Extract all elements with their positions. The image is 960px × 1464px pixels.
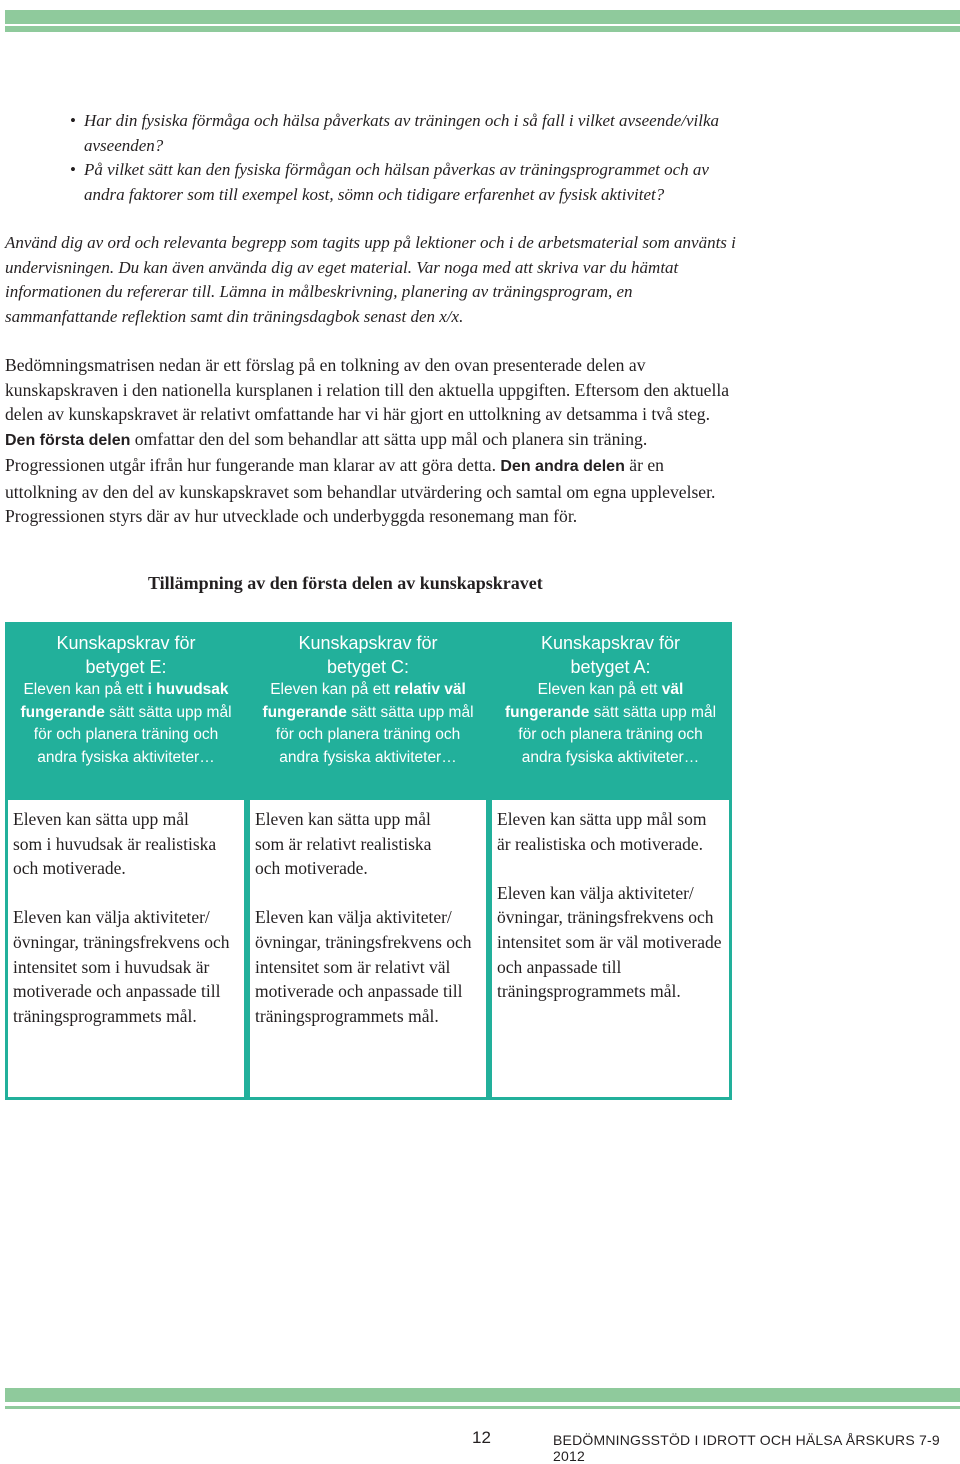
criterion-activities: Eleven kan välja aktiviteter/ övningar, träningsfrekvens och intensitet som är väl motiverade och anpassade till träningsprogrammets mål.	[497, 882, 722, 1002]
grade-description: Eleven kan på ett i huvudsak fungerande sätt sätta upp mål för och planera träning och andra fysiska aktiviteter…	[20, 681, 232, 766]
grade-c-criteria	[250, 800, 486, 1097]
grade-e-criteria	[8, 800, 244, 1097]
criterion-activities: Eleven kan välja aktiviteter/ övningar, träningsfrekvens och intensitet som är relativt väl motiverade och anpassade till träningsprogrammets mål.	[255, 907, 472, 1026]
page-number: 12	[472, 1428, 491, 1447]
assessment-text: är en uttolkning av den del av kunskapskravet som behandlar utvärdering och samtal om egna upplevelser. Progressionen styrs där av hur utvecklade och underbyggda resonemang man för.	[5, 455, 716, 526]
grade-e-header	[8, 625, 244, 795]
header-decorative-band	[5, 10, 960, 24]
instructions-paragraph: Använd dig av ord och relevanta begrepp som tagits upp på lektioner och i de arbetsmaterial som använts i undervisningen. Du kan även använda dig av eget material. Var noga med att skriva var du hämtat informationen du refererar till. Lämna in målbeskrivning, planering av träningsprogram, en sammanfattande reflektion samt din träningsdagbok senast den x/x.	[5, 233, 736, 326]
question-list	[70, 109, 750, 207]
assessment-emphasis: Den andra delen	[500, 458, 625, 475]
assessment-emphasis: Den första delen	[5, 431, 131, 449]
question-item	[70, 158, 750, 207]
assessment-text: Bedömningsmatrisen nedan är ett förslag på en tolkning av den ovan presenterade delen av kunskapskraven i den nationella kursplanen i relation till den aktuella uppgiften. Eftersom den aktuella delen av kunskapskravet är relativt omfattande har vi här gjort en uttolkning av detsamma i två steg.	[5, 355, 730, 424]
footer-decorative-band	[5, 1388, 960, 1402]
criterion-goals: Eleven kan sätta upp mål som är realistiska och motiverade.	[497, 809, 707, 854]
assessment-text: omfattar den del som behandlar att sätta upp mål och planera sin träning. Progressionen utgår ifrån hur fungerande man klarar av att göra detta.	[5, 428, 648, 475]
section-title: Tillämpning av den första delen av kunskapskravet	[148, 573, 543, 593]
criterion-goals: Eleven kan sätta upp mål som är relativt realistiska och motiverade.	[255, 809, 432, 879]
criterion-goals: Eleven kan sätta upp mål som i huvudsak är realistiska och motiverade.	[13, 809, 217, 879]
assessment-paragraph	[5, 353, 740, 529]
assessment-matrix	[5, 622, 732, 1100]
grade-c-header	[250, 625, 486, 795]
grade-description: Eleven kan på ett relativ väl fungerande sätt sätta upp mål för och planera träning och andra fysiska aktiviteter…	[262, 681, 474, 766]
question-text: På vilket sätt kan den fysiska förmågan och hälsan påverkas av träningsprogrammet och av andra faktorer som till exempel kost, sömn och tidigare erfarenhet av fysisk aktivitet?	[84, 160, 709, 204]
question-text: Har din fysiska förmåga och hälsa påverkats av träningen och i så fall i vilket avseende/vilka avseenden?	[84, 111, 720, 155]
bullet-icon: •	[70, 160, 76, 179]
grade-description: Eleven kan på ett väl fungerande sätt sätta upp mål för och planera träning och andra fysiska aktiviteter…	[504, 681, 717, 766]
bullet-icon: •	[70, 111, 76, 130]
grade-title: Kunskapskrav för betyget A:	[540, 633, 681, 677]
grade-title: Kunskapskrav för betyget E:	[56, 633, 196, 677]
question-item	[70, 109, 750, 158]
grade-a-header	[492, 625, 729, 795]
grade-a-criteria	[492, 800, 729, 1097]
grade-title: Kunskapskrav för betyget C:	[298, 633, 438, 677]
criterion-activities: Eleven kan välja aktiviteter/ övningar, träningsfrekvens och intensitet som i huvudsak är motiverade och anpassade till träningsprogrammets mål.	[13, 907, 230, 1026]
footer-decorative-line	[5, 1406, 960, 1409]
footer-title: BEDÖMNINGSSTÖD I IDROTT OCH HÄLSA ÅRSKURS 7-9 2012	[553, 1432, 940, 1464]
header-decorative-line	[5, 26, 960, 32]
